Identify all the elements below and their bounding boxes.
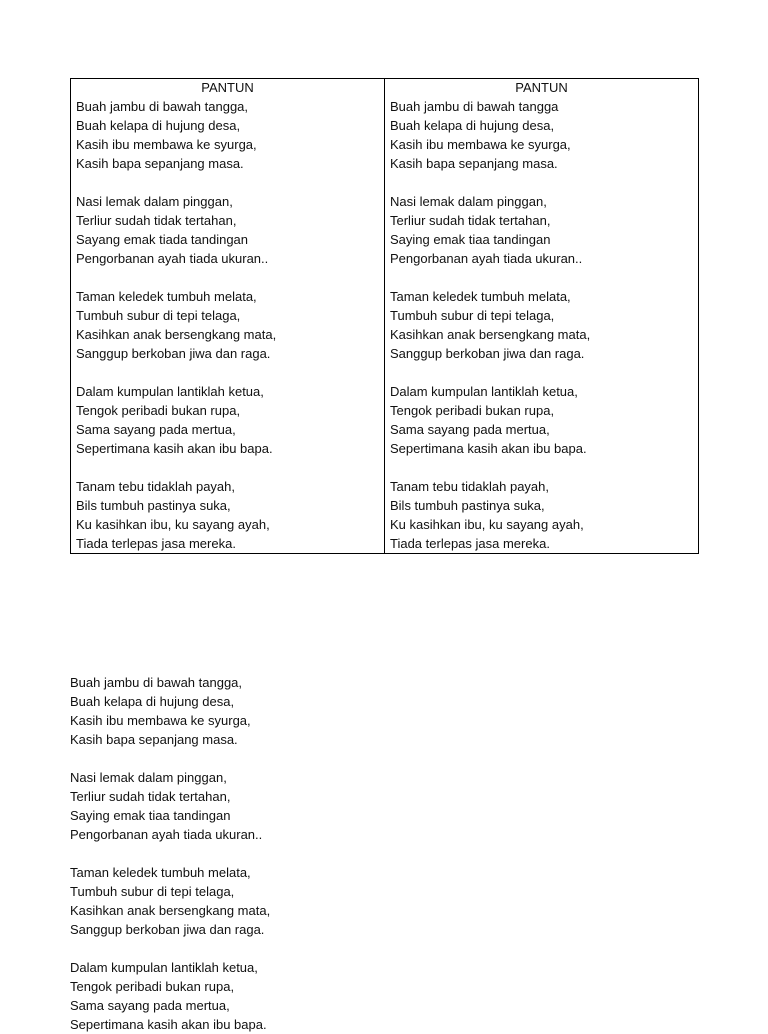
verse-line: Buah kelapa di hujung desa, — [390, 118, 555, 133]
verse-line: Terliur sudah tidak tertahan, — [76, 213, 237, 228]
verse-line: Pengorbanan ayah tiada ukuran.. — [76, 251, 269, 266]
verse-line: Kasihkan anak bersengkang mata, — [390, 327, 591, 342]
verse-line: Kasih ibu membawa ke syurga, — [70, 713, 251, 728]
verse-line: Buah kelapa di hujung desa, — [76, 118, 241, 133]
table-header-row — [71, 79, 699, 98]
verse-line: Kasihkan anak bersengkang mata, — [76, 327, 277, 342]
verse-line: Sama sayang pada mertua, — [390, 422, 550, 437]
verse-line: Kasih ibu membawa ke syurga, — [390, 137, 571, 152]
stanza — [76, 477, 384, 553]
verse-line: Dalam kumpulan lantiklah ketua, — [70, 960, 258, 975]
verse-line: Tumbuh subur di tepi telaga, — [70, 884, 235, 899]
stanza — [390, 477, 698, 553]
verse-line: Sanggup berkoban jiwa dan raga. — [70, 922, 265, 937]
verse-line: Sama sayang pada mertua, — [70, 998, 230, 1013]
stanza — [70, 673, 470, 749]
verse-line: Ku kasihkan ibu, ku sayang ayah, — [76, 517, 270, 532]
verse-line: Nasi lemak dalam pinggan, — [390, 194, 547, 209]
column-header-right: PANTUN — [385, 79, 699, 98]
verse-line: Saying emak tiaa tandingan — [390, 232, 551, 247]
verse-line: Bils tumbuh pastinya suka, — [76, 498, 231, 513]
verse-line: Sepertimana kasih akan ibu bapa. — [70, 1017, 267, 1032]
pantun-column-left — [71, 97, 385, 554]
verse-line: Tanam tebu tidaklah payah, — [390, 479, 549, 494]
stanza — [76, 382, 384, 458]
verse-line: Nasi lemak dalam pinggan, — [70, 770, 227, 785]
verse-line: Sepertimana kasih akan ibu bapa. — [76, 441, 273, 456]
verse-line: Pengorbanan ayah tiada ukuran.. — [390, 251, 583, 266]
verse-line: Saying emak tiaa tandingan — [70, 808, 231, 823]
verse-line: Buah jambu di bawah tangga — [390, 99, 559, 114]
verse-line: Buah kelapa di hujung desa, — [70, 694, 235, 709]
verse-line: Tanam tebu tidaklah payah, — [76, 479, 235, 494]
verse-line: Sanggup berkoban jiwa dan raga. — [76, 346, 271, 361]
stanza — [390, 192, 698, 268]
stanza — [70, 863, 470, 939]
stanza — [390, 97, 698, 173]
verse-line: Tengok peribadi bukan rupa, — [70, 979, 235, 994]
verse-line: Tengok peribadi bukan rupa, — [76, 403, 241, 418]
stanza — [390, 287, 698, 363]
verse-line: Tengok peribadi bukan rupa, — [390, 403, 555, 418]
verse-line: Tumbuh subur di tepi telaga, — [76, 308, 241, 323]
verse-line: Kasih bapa sepanjang masa. — [70, 732, 238, 747]
column-header-left: PANTUN — [71, 79, 385, 98]
verse-line: Terliur sudah tidak tertahan, — [70, 789, 231, 804]
stanza — [70, 768, 470, 844]
pantun-table — [70, 78, 699, 554]
verse-line: Tiada terlepas jasa mereka. — [390, 536, 550, 551]
verse-line: Buah jambu di bawah tangga, — [76, 99, 249, 114]
stanza — [390, 382, 698, 458]
verse-line: Tumbuh subur di tepi telaga, — [390, 308, 555, 323]
stanza — [76, 287, 384, 363]
verse-line: Dalam kumpulan lantiklah ketua, — [390, 384, 578, 399]
verse-line: Buah jambu di bawah tangga, — [70, 675, 243, 690]
stanza — [70, 958, 470, 1034]
verse-line: Nasi lemak dalam pinggan, — [76, 194, 233, 209]
verse-line: Taman keledek tumbuh melata, — [390, 289, 571, 304]
verse-line: Kasihkan anak bersengkang mata, — [70, 903, 271, 918]
verse-line: Sama sayang pada mertua, — [76, 422, 236, 437]
verse-line: Ku kasihkan ibu, ku sayang ayah, — [390, 517, 584, 532]
verse-line: Kasih bapa sepanjang masa. — [76, 156, 244, 171]
verse-line: Bils tumbuh pastinya suka, — [390, 498, 545, 513]
pantun-column-right — [385, 97, 699, 554]
verse-line: Taman keledek tumbuh melata, — [70, 865, 251, 880]
verse-line: Taman keledek tumbuh melata, — [76, 289, 257, 304]
verse-line: Tiada terlepas jasa mereka. — [76, 536, 236, 551]
stanza — [76, 192, 384, 268]
verse-line: Sayang emak tiada tandingan — [76, 232, 249, 247]
verse-line: Terliur sudah tidak tertahan, — [390, 213, 551, 228]
verse-line: Pengorbanan ayah tiada ukuran.. — [70, 827, 263, 842]
pantun-text-below — [70, 673, 470, 1034]
verse-line: Sepertimana kasih akan ibu bapa. — [390, 441, 587, 456]
table-body-row — [71, 97, 699, 554]
verse-line: Kasih ibu membawa ke syurga, — [76, 137, 257, 152]
verse-line: Sanggup berkoban jiwa dan raga. — [390, 346, 585, 361]
verse-line: Kasih bapa sepanjang masa. — [390, 156, 558, 171]
verse-line: Dalam kumpulan lantiklah ketua, — [76, 384, 264, 399]
stanza — [76, 97, 384, 173]
